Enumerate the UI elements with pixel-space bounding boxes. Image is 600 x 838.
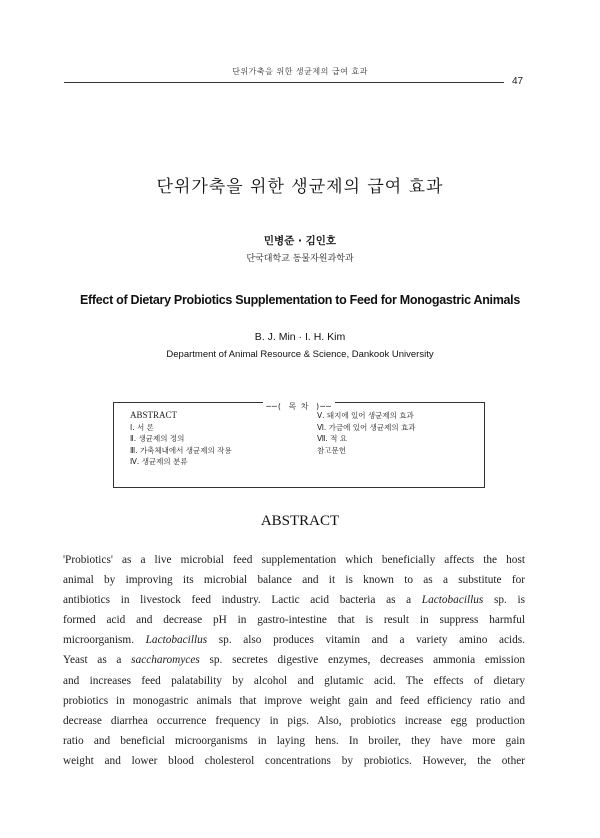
table-of-contents xyxy=(113,402,485,488)
toc-heading: ──( 목 차 )── xyxy=(263,402,335,411)
species-name: saccharomyces xyxy=(131,654,200,667)
abstract-text: antibiotics in livestock feed industry. Lactic acid bacteria as a xyxy=(63,594,422,607)
toc-right-column xyxy=(317,410,416,456)
abstract-text: animal by improving its microbial balance and it is known to as a substitute for xyxy=(63,574,525,587)
toc-heading-text: 목 차 xyxy=(286,402,313,411)
species-name: Lactobacillus xyxy=(145,634,208,647)
paper-title-korean: 단위가축을 위한 생균제의 급여 효과 xyxy=(156,177,444,197)
abstract-text: sp. also produces vitamin and a variety amino acids. xyxy=(207,634,525,647)
abstract-line xyxy=(63,671,525,691)
affiliation-english: Department of Animal Resource & Science, Dankook University xyxy=(166,349,434,360)
abstract-text: and increases feed palatability by alcohol and glutamic acid. The effects of dietary xyxy=(63,674,525,687)
abstract-line xyxy=(63,570,525,590)
affiliation-korean: 단국대학교 동물자원과학과 xyxy=(246,254,354,264)
toc-item: 참고문헌 xyxy=(317,445,346,455)
abstract-text: sp. secretes digestive enzymes, decreases ammonia emission xyxy=(199,654,525,667)
toc-item: Ⅵ. 가금에 있어 생균제의 효과 xyxy=(317,422,416,432)
abstract-text: decrease diarrhea occurrence frequency in pigs. Also, probiotics increase egg production xyxy=(63,714,525,727)
abstract-line xyxy=(63,691,525,711)
abstract-text: ratio and beneficial microorganisms in laying hens. In broiler, they have more gain xyxy=(63,734,525,747)
abstract-text: probiotics in monogastric animals that improve weight gain and feed efficiency ratio and xyxy=(63,694,525,707)
abstract-text: Yeast as a xyxy=(63,654,132,667)
abstract-line xyxy=(63,630,525,650)
header-rule xyxy=(64,82,504,83)
abstract-text: formed acid and decrease pH in gastro-intestine that is result in suppress harmful xyxy=(63,614,525,627)
abstract-line xyxy=(63,610,525,630)
paper-title-english: Effect of Dietary Probiotics Supplementation to Feed for Monogastric Animals xyxy=(80,293,520,307)
abstract-heading: ABSTRACT xyxy=(260,513,340,529)
toc-item: Ⅴ. 돼지에 있어 생균제의 효과 xyxy=(317,411,414,420)
toc-item: Ⅰ. 서 론 xyxy=(130,422,154,432)
toc-left-column xyxy=(130,410,232,468)
toc-item: Ⅳ. 생균제의 분류 xyxy=(130,457,188,466)
abstract-text: 'Probiotics' as a live microbial feed supplementation which beneficially affects the host xyxy=(63,554,525,566)
abstract-text: weight and lower blood cholesterol concentrations by probiotics. However, the other xyxy=(63,754,525,767)
toc-item: ABSTRACT xyxy=(130,410,178,420)
abstract-line xyxy=(63,731,525,751)
abstract-line xyxy=(63,711,525,731)
abstract-line xyxy=(63,590,525,610)
toc-item: Ⅲ. 가축체내에서 생균제의 작용 xyxy=(130,445,232,455)
abstract-body xyxy=(63,550,525,771)
abstract-text: sp. is xyxy=(483,594,525,607)
authors-english: B. J. Min · I. H. Kim xyxy=(254,331,346,343)
abstract-line xyxy=(63,751,525,771)
toc-item: Ⅶ. 적 요 xyxy=(317,434,348,443)
toc-item: Ⅱ. 생균제의 정의 xyxy=(130,434,185,443)
authors-korean: 민병준 · 김인호 xyxy=(263,235,337,247)
abstract-line xyxy=(63,650,525,670)
running-head: 단위가축을 위한 생균제의 급여 효과 xyxy=(232,67,368,76)
page-number: 47 xyxy=(512,76,524,87)
abstract-line xyxy=(63,550,525,570)
species-name: Lactobacillus xyxy=(421,594,484,607)
abstract-text: microorganism. xyxy=(63,634,146,647)
